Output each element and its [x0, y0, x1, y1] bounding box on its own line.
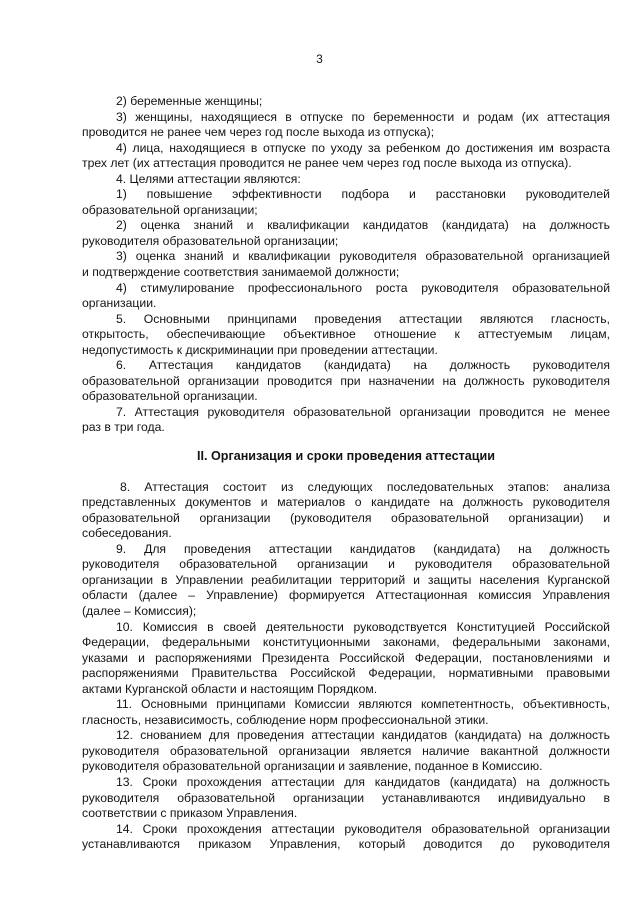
text-line: 12. снованием для проведения аттестации кандидатов (кандидата) на должность	[116, 728, 610, 743]
text-line: 2) оценка знаний и квалификации кандидатов (кандидата) на должность	[116, 218, 610, 233]
text-line: организации.	[82, 296, 157, 311]
text-line: области (далее – Управление) формируется Аттестационная комиссия Управления	[82, 588, 610, 603]
section-heading: II. Организация и сроки проведения аттестации	[196, 449, 496, 464]
text-line: (далее – Комиссия);	[82, 603, 197, 618]
text-line: представленных документов и материалов о кандидате на должность руководителя	[82, 495, 610, 510]
text-line: организации в Управлении реабилитации территорий и защиты населения Курганской	[82, 572, 610, 587]
text-line: 4) лица, находящиеся в отпуске по уходу за ребенком до достижения им возраста	[116, 140, 610, 155]
text-line: трех лет (их аттестация проводится не ранее чем через год после выхода из отпуска).	[82, 156, 572, 171]
text-line: 2) беременные женщины;	[116, 94, 263, 108]
text-line: руководителя образовательной организации устанавливаются индивидуально в	[82, 790, 610, 805]
text-line: проводится не ранее чем через год после выхода из отпуска);	[82, 125, 435, 140]
text-line: 4. Целями аттестации являются:	[116, 171, 301, 186]
text-line: образовательной организации (руководителя образовательной организации) и	[82, 510, 610, 525]
text-line: 13. Сроки прохождения аттестации для кандидатов (кандидата) на должность	[116, 774, 610, 789]
text-line: 5. Основными принципами проведения аттестации являются гласность,	[116, 311, 610, 326]
text-line: гласность, независимость, соблюдение норм профессиональной этики.	[82, 712, 489, 727]
text-line: Федерации, федеральными конституционными законами, федеральными законами,	[82, 635, 610, 650]
text-line: 9. Для проведения аттестации кандидатов (кандидата) на должность	[116, 541, 610, 556]
text-line: 8. Аттестация состоит из следующих последовательных этапов: анализа	[120, 479, 610, 494]
text-line: руководителя образовательной организации и заявление, поданное в Комиссию.	[82, 759, 543, 774]
text-line: распоряжениями Правительства Российской Федерации, нормативными правовыми	[82, 666, 610, 681]
paragraphs-organization-terms	[82, 480, 610, 853]
page-number: 3	[316, 52, 323, 66]
text-line: соответствии с приказом Управления.	[82, 806, 298, 821]
text-line: открытость, обеспечивающие объективное отношение к аттестуемым лицам,	[82, 327, 610, 342]
text-line: 7. Аттестация руководителя образовательной организации проводится не менее	[116, 404, 610, 419]
text-line: указами и распоряжениями Президента Российской Федерации, постановлениями и	[82, 650, 610, 665]
text-line: 6. Аттестация кандидатов (кандидата) на должность руководителя	[116, 358, 610, 373]
text-line: недопустимость к дискриминации при проведении аттестации.	[82, 342, 438, 357]
text-line: устанавливаются приказом Управления, который доводится до руководителя	[82, 837, 610, 852]
text-line: раз в три года.	[82, 420, 165, 435]
text-line: 3) оценка знаний и квалификации руководителя образовательной организацией	[116, 249, 610, 264]
text-line: руководителя образовательной организации является наличие вакантной должности	[82, 743, 610, 758]
text-line: актами Курганской области и настоящим Порядком.	[82, 681, 378, 696]
paragraphs-list-conditions-goals	[82, 94, 610, 436]
document-body	[82, 94, 610, 853]
text-line: 10. Комиссия в своей деятельности руководствуется Конституцией Российской	[116, 619, 610, 634]
text-line: и подтверждение соответствия занимаемой должности;	[82, 265, 400, 280]
text-line: 14. Сроки прохождения аттестации руководителя образовательной организации	[116, 821, 610, 836]
text-line: 1) повышение эффективности подбора и расстановки руководителей	[116, 187, 610, 202]
text-line: образовательной организации.	[82, 389, 258, 404]
text-line: руководителя образовательной организации;	[82, 233, 339, 248]
text-line: руководителя образовательной организации и руководителя образовательной	[82, 557, 610, 572]
text-line: 11. Основными принципами Комиссии являются компетентность, объективность,	[116, 697, 610, 712]
text-line: образовательной организации;	[82, 202, 258, 217]
text-line: образовательной организации проводится при назначении на должность руководителя	[82, 373, 610, 388]
text-line: собеседования.	[82, 526, 172, 541]
text-line: 4) стимулирование профессионального роста руководителя образовательной	[116, 280, 610, 295]
text-line: 3) женщины, находящиеся в отпуске по беременности и родам (их аттестация	[116, 109, 610, 124]
